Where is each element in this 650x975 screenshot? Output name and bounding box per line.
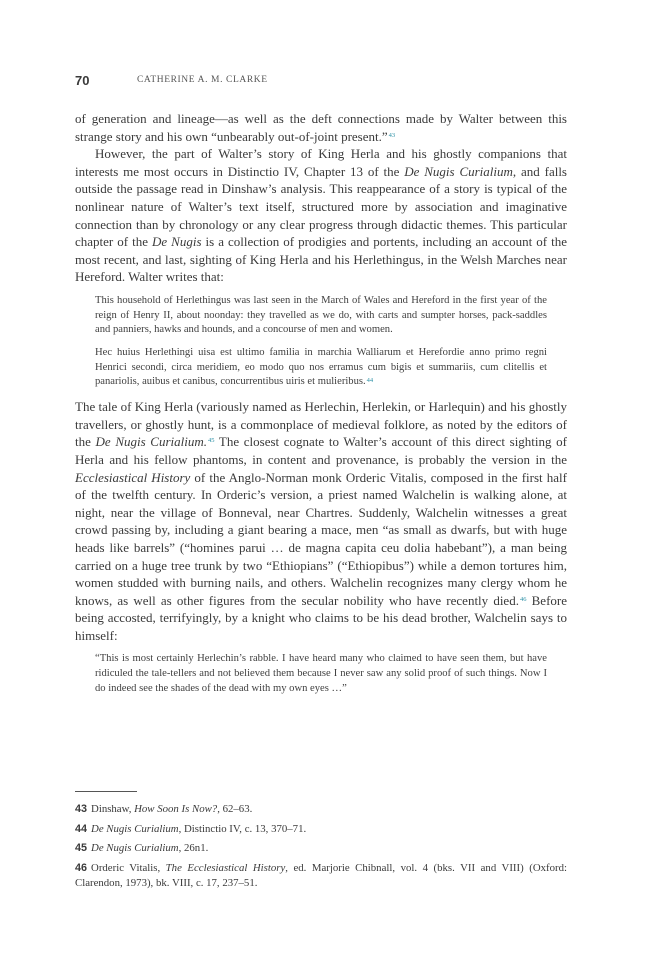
- footnote-number: 45: [75, 842, 88, 855]
- footnote-text: , Distinctio IV, c. 13, 370–71.: [178, 822, 307, 835]
- footnote-title: The Ecclesiastical History: [165, 862, 286, 875]
- paragraph-1: [75, 110, 567, 145]
- paragraph-text: of generation and lineage—as well as the deft connections made by Walter between this strange story and his own “unbearably out-of-joint present.”: [75, 111, 567, 144]
- page-header: [75, 73, 567, 89]
- footnote-text: Dinshaw,: [91, 803, 135, 815]
- footnote-number: 43: [75, 803, 88, 815]
- footnote-title: De Nugis Curialium: [91, 842, 179, 855]
- footnote-divider: [75, 791, 137, 792]
- quote-english: This household of Herlethingus was last seen in the March of Wales and Hereford in the first year of the reign of Henry II, about noonday: they travelled as we do, with carts and sumpter horses, pack-saddles and panniers, hawks and hounds, and a concourse of men and women.: [95, 294, 547, 336]
- footnote-text: Orderic Vitalis,: [91, 862, 166, 875]
- footnote-number: 44: [75, 822, 88, 835]
- quote-latin-text: Hec huius Herlethingi uisa est ultimo familia in marchia Walliarum et Herefordie anno primo regni Henrici secondi, circa meridiem, eo modo quo nos erramus cum bigis et summariis, cum clitellis et panariolis, auibus et canibus, concurrentibus uiris et mulieribus.: [95, 347, 547, 388]
- footnote-ref-43[interactable]: 43: [388, 131, 396, 139]
- paragraph-text: However, the part of Walter’s story of King Herla and his ghostly companions that interests me most occurs in Distinctio IV, Chapter 13 of the: [75, 146, 567, 179]
- quote-text: “This is most certainly Herlechin’s rabble. I have heard many who claimed to have seen them, but have ridiculed the tale-tellers and not believed them because I never saw any solid proof of such things. Now I do indeed see the shades of the dead with my own eyes …”: [95, 653, 547, 694]
- footnote-text: , ed. Marjorie Chibnall, vol. 4 (bks. VII and VIII) (Oxford: Clarendon, 1973), bk. VIII, c. 17, 237–51.: [75, 862, 568, 889]
- title-italic: Ecclesiastical History: [75, 469, 191, 485]
- main-text: [75, 110, 567, 705]
- paragraph-text: The tale of King Herla (variously named as Herlechin, Herlekin, or Harlequin) and his ghostly travellers, or ghostly hunt, is a commonplace of medieval folklore, as noted by the editors of the: [75, 399, 567, 450]
- paragraph-text: , and falls outside the passage read in Dinshaw’s analysis. This reappearance of a story is typical of the nonlinear nature of Walter’s text itself, structured more by association and imaginative connection than by chronology or any clear progress through didactic themes. This particular chapter of the: [75, 163, 567, 250]
- footnote-title: De Nugis Curialium: [91, 822, 179, 835]
- footnote-number: 46: [75, 862, 88, 875]
- paragraph-text: of the Anglo-Norman monk Orderic Vitalis, composed in the first half of the twelfth century. In Orderic’s version, a priest named Walchelin is walking alone, at night, near the village of Bonneval, near Chartres. Suddenly, Walchelin witnesses a great crowd passing by, including a giant bearing a mace, men “as small as dwarfs, but with huge heads like barrels” (“homines parui … de magna capita ceu dolia habebant”), a man being carried on a huge tree trunk by two “Ethiopians” (“Ethiopibus”) while a demon tortures him, women studded with burning nails, and others. Walchelin recognizes many clergy whom he knows, as well as other figures from the secular nobility who have recently died.: [75, 469, 567, 608]
- page-number: 70: [75, 73, 90, 88]
- footnote-ref-46[interactable]: 46: [519, 595, 527, 603]
- title-italic: De Nugis Curialium.: [95, 434, 208, 450]
- paragraph-3: [75, 398, 567, 644]
- footnote-title: How Soon Is Now?: [134, 803, 218, 815]
- paragraph-text: is a collection of prodigies and portents, including an account of the most recent, and last, sighting of King Herla and his Herlethingus, in the Welsh Marches near Hereford. Walter writes that:: [75, 234, 567, 285]
- paragraph-2: [75, 145, 567, 286]
- paragraph-text: The closest cognate to Walter’s account of this direct sighting of Herla and his fellow phantoms, in content and provenance, is probably the version in the: [75, 434, 567, 467]
- block-quote-2: [95, 652, 547, 696]
- footnote-44: [75, 822, 567, 837]
- block-quote-1: [95, 294, 547, 390]
- running-head: CATHERINE A. M. CLARKE: [137, 75, 268, 85]
- footnote-45: [75, 841, 567, 856]
- footnote-ref-45[interactable]: 45: [208, 437, 215, 445]
- paragraph-text: Before being accosted, terrifyingly, by a knight who claims to be his dead brother, Walchelin says to himself:: [75, 592, 567, 643]
- footnote-text: , 62–63.: [217, 803, 253, 815]
- footnote-43: [75, 802, 567, 817]
- footnote-text: , 26n1.: [178, 842, 209, 855]
- footnote-ref-44[interactable]: 44: [366, 377, 374, 385]
- title-italic: De Nugis Curialium: [404, 163, 513, 179]
- footnote-46: [75, 861, 567, 890]
- title-italic: De Nugis: [152, 234, 202, 250]
- quote-latin: [95, 346, 547, 390]
- footnotes: [75, 802, 567, 896]
